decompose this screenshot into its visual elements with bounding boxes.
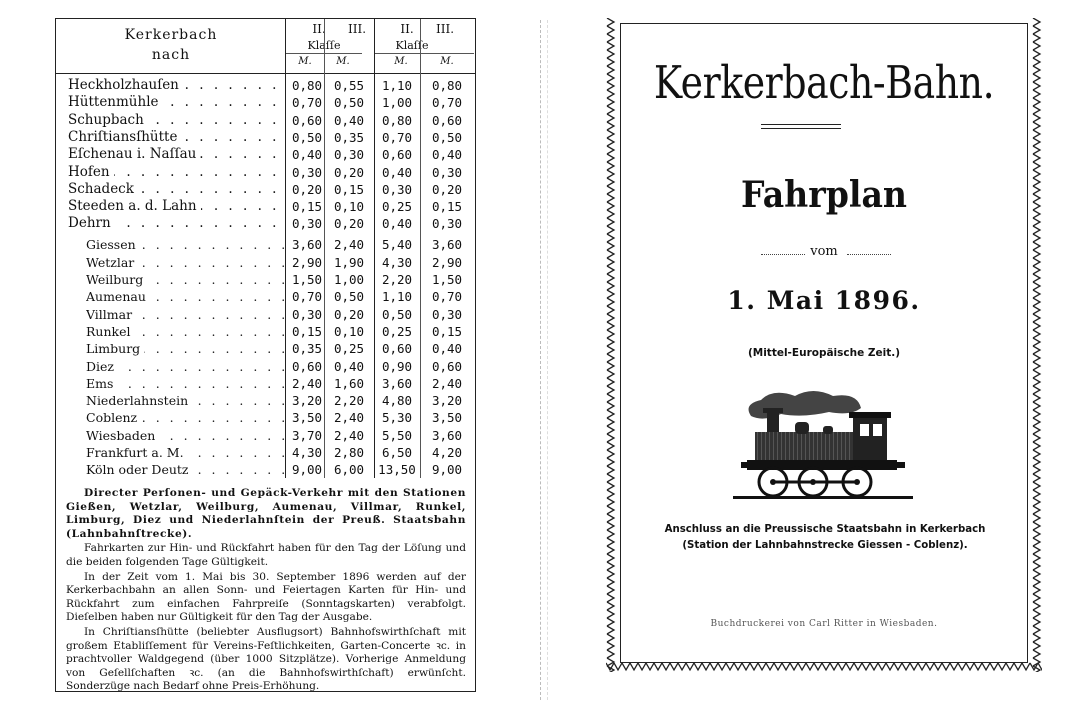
fare-cell: 0,70 (431, 289, 463, 305)
fare-cell: 0,30 (291, 306, 323, 322)
fare-cell: 9,00 (291, 462, 323, 478)
destination-name (86, 427, 294, 444)
fare-cell: 2,40 (333, 237, 365, 253)
table-row (56, 271, 475, 288)
fare-cell: 13,50 (378, 462, 416, 478)
fare-cell: 6,00 (333, 462, 365, 478)
destination-name (86, 375, 294, 392)
destination-label: Aumenau (86, 289, 150, 304)
fare-cell: 0,55 (333, 78, 365, 93)
fare-cell: 2,40 (333, 427, 365, 443)
destination-label: Schupbach (68, 112, 148, 128)
fare-table-header (56, 19, 475, 74)
fare-cell: 9,00 (431, 462, 463, 478)
table-row (56, 392, 475, 409)
destination-label: Hofen (68, 164, 114, 180)
fare-cell: 0,80 (291, 78, 323, 93)
note-direct-traffic: Directer Perſonen- und Gepäck-Verkehr mit den Stationen Gießen, Wetzlar, Weilburg, Aumenau, Villmar, Runkel, Limburg, Diez und Niederlahnſtein der Preuß. Staatsbahn (Lahnbahnſtrecke). (66, 487, 466, 540)
fare-cell: 2,80 (333, 445, 365, 460)
fare-cell: 3,20 (291, 393, 323, 409)
table-row (56, 77, 475, 94)
right-ornament-border (1032, 18, 1042, 672)
header-class-3b: III. (435, 22, 455, 36)
destination-label: Villmar (86, 307, 136, 322)
fare-cell: 2,40 (431, 375, 463, 391)
destination-label: Frankfurt a. M. (86, 445, 188, 460)
fare-cell: 0,60 (381, 341, 413, 357)
note-return-tickets: Fahrkarten zur Hin- und Rückfahrt haben für den Tag der Löſung und die beiden folgenden Tage Gültigkeit. (66, 542, 466, 568)
table-row (56, 375, 475, 392)
fare-cell: 3,60 (431, 237, 463, 253)
header-unit-rule-b (374, 53, 474, 54)
fare-cell: 3,50 (291, 410, 323, 426)
cover-title: Kerkerbach-Bahn. (653, 56, 995, 109)
table-row (56, 181, 475, 198)
fare-cell: 4,30 (381, 254, 413, 270)
fare-cell: 3,70 (291, 427, 323, 443)
destination-label: Coblenz (86, 410, 141, 425)
fare-cell: 0,30 (431, 306, 463, 322)
page-fold-line (547, 20, 548, 700)
destination-name (86, 271, 294, 288)
cover-frame (620, 23, 1028, 663)
table-row (56, 215, 475, 232)
fare-cell: 0,90 (381, 358, 413, 374)
left-ornament-border (606, 18, 616, 672)
fare-cell: 0,15 (291, 323, 323, 339)
destination-label: Weilburg (86, 272, 147, 287)
destination-name (86, 306, 294, 323)
title-rule (761, 124, 841, 125)
fare-cell: 0,70 (291, 289, 323, 305)
header-unit-2a: M. (298, 56, 312, 67)
fare-cell: 0,50 (431, 129, 463, 145)
fare-cell: 1,50 (431, 272, 463, 287)
fare-cell: 0,10 (333, 323, 365, 339)
destination-name (86, 358, 294, 375)
fare-cell: 0,20 (431, 181, 463, 197)
destination-name (86, 254, 294, 271)
page-fold-line (540, 20, 541, 700)
cover-connection-note (631, 522, 1019, 554)
fare-cell: 0,40 (333, 358, 365, 374)
fare-cell: 0,70 (431, 95, 463, 111)
fare-table-page (55, 18, 476, 692)
destination-label: Ems (86, 376, 117, 391)
cover-page (606, 18, 1042, 672)
table-row (56, 461, 475, 478)
fare-cell: 0,35 (291, 341, 323, 357)
fare-cell: 0,15 (431, 323, 463, 339)
fare-cell: 0,30 (431, 164, 463, 180)
fare-cell: 0,40 (291, 147, 323, 163)
destination-label: Runkel (86, 324, 134, 339)
fare-cell: 0,60 (291, 358, 323, 374)
table-row (56, 323, 475, 340)
destination-name (68, 146, 276, 163)
table-row (56, 254, 475, 271)
destination-name (86, 236, 294, 253)
table-row (56, 409, 475, 426)
destination-label: Köln oder Deutz (86, 462, 193, 477)
fare-cell: 0,70 (291, 95, 323, 111)
destination-name (68, 129, 276, 146)
destination-name (68, 215, 276, 232)
destination-label: Steeden a. d. Lahn (68, 198, 201, 214)
header-klasse-a: Klaſſe (307, 39, 341, 52)
bottom-ornament-border (606, 662, 1042, 672)
table-row (56, 112, 475, 129)
header-destination-subtitle: nach (151, 47, 191, 63)
table-row (56, 427, 475, 444)
cover-heading: Fahrplan (741, 174, 907, 216)
fare-cell: 0,15 (333, 181, 365, 197)
header-unit-2b: M. (394, 56, 408, 67)
fare-cell: 6,50 (381, 445, 413, 460)
fare-cell: 3,60 (381, 375, 413, 391)
fare-cell: 0,25 (333, 341, 365, 357)
fare-cell: 0,60 (291, 112, 323, 128)
table-row (56, 164, 475, 181)
fare-cell: 0,40 (381, 164, 413, 180)
fare-cell: 2,40 (333, 410, 365, 426)
cover-date: 1. Mai 1896. (727, 286, 921, 315)
fare-cell: 0,15 (431, 199, 463, 215)
destination-label: Chriſtiansſhütte (68, 129, 181, 145)
destination-name (86, 461, 294, 478)
fare-notes (66, 487, 466, 695)
fare-cell: 0,20 (333, 216, 365, 232)
fare-cell: 0,60 (381, 147, 413, 163)
fare-cell: 2,40 (291, 375, 323, 391)
cover-timezone: (Mittel-Europäische Zeit.) (747, 347, 901, 359)
destination-name (86, 340, 294, 357)
cover-vom: vom (810, 244, 838, 259)
fare-cell: 0,25 (381, 323, 413, 339)
fare-cell: 0,50 (333, 289, 365, 305)
fare-cell: 0,20 (333, 306, 365, 322)
fare-cell: 0,30 (381, 181, 413, 197)
fare-cell: 0,10 (333, 199, 365, 215)
table-row (56, 306, 475, 323)
table-row (56, 94, 475, 111)
destination-label: Diez (86, 359, 118, 374)
destination-name (68, 112, 276, 129)
table-row (56, 444, 475, 461)
fare-cell: 0,50 (381, 306, 413, 322)
fare-cell: 0,50 (291, 129, 323, 145)
fare-cell: 0,40 (333, 112, 365, 128)
fare-cell: 0,15 (291, 199, 323, 215)
destination-name (86, 392, 294, 409)
note-christianshuette: In Chriſtiansſhütte (beliebter Ausflugsort) Bahnhofswirthſchaft mit großem Etabliſſement für Vereins-Feſtlichkeiten, Garten-Concerte ꝛc. in prachtvoller Waldgegend (über 1000 Sitzplätze). Vorherige Anmeldung von Geſellſchaften ꝛc. (an die Bahnhofswirthſchaft) erwünſcht. Sonderzüge nach Bedarf ohne Preis-Erhöhung. (66, 625, 466, 693)
destination-name (68, 181, 276, 198)
destination-label: Limburg (86, 341, 144, 356)
note-sunday-tickets: In der Zeit vom 1. Mai bis 30. September 1896 werden auf der Kerkerbachbahn an allen Sonn- und Feiertagen Karten für Hin- und Rückfahrt zum einfachen Fahrpreiſe (Sonntagskarten) verabfolgt. Dieſelben haben nur Gültigkeit für den Tag der Ausgabe. (66, 570, 466, 624)
fare-cell: 2,20 (333, 393, 365, 409)
table-row (56, 340, 475, 357)
fare-cell: 3,20 (431, 393, 463, 409)
fare-cell: 0,35 (333, 129, 365, 145)
fare-cell: 1,10 (381, 289, 413, 305)
destination-name (68, 94, 276, 111)
fare-cell: 0,40 (431, 341, 463, 357)
fare-cell: 0,80 (381, 112, 413, 128)
header-destination-title: Kerkerbach (124, 27, 218, 43)
steam-locomotive-icon (733, 386, 913, 506)
fare-cell: 0,80 (431, 78, 463, 93)
destination-name (68, 164, 276, 181)
header-unit-3b: M. (440, 56, 454, 67)
destination-label: Wetzlar (86, 255, 138, 270)
table-row (56, 236, 475, 253)
destination-label: Hüttenmühle (68, 94, 163, 110)
fare-cell: 2,90 (431, 254, 463, 270)
destination-name (86, 323, 294, 340)
destination-label: Dehrn (68, 215, 115, 231)
header-class-3a: III. (347, 22, 367, 36)
fare-cell: 4,20 (431, 445, 463, 460)
table-row (56, 288, 475, 305)
connection-line-2: (Station der Lahnbahnstrecke Giessen - Coblenz). (682, 540, 968, 551)
fare-cell: 1,60 (333, 375, 365, 391)
destination-label: Wiesbaden (86, 428, 159, 443)
destination-name (86, 288, 294, 305)
fare-cell: 1,00 (381, 95, 413, 111)
fare-cell: 0,20 (333, 164, 365, 180)
fare-cell: 0,30 (291, 164, 323, 180)
fare-cell: 3,60 (291, 237, 323, 253)
destination-name (68, 198, 276, 215)
header-unit-3a: M. (336, 56, 350, 67)
fare-cell: 1,50 (291, 272, 323, 287)
fare-cell: 3,50 (431, 410, 463, 426)
connection-line-1: Anschluss an die Preussische Staatsbahn in Kerkerbach (664, 524, 986, 535)
fare-cell: 0,50 (333, 95, 365, 111)
destination-name (86, 444, 294, 461)
fare-cell: 5,40 (381, 237, 413, 253)
table-row (56, 358, 475, 375)
title-rule (761, 128, 841, 129)
header-class-2a: II. (312, 22, 326, 36)
fare-cell: 0,25 (381, 199, 413, 215)
fare-cell: 0,40 (381, 216, 413, 232)
fare-cell: 1,00 (333, 272, 365, 287)
fare-cell: 1,90 (333, 254, 365, 270)
fare-cell: 4,80 (381, 393, 413, 409)
fare-cell: 0,30 (333, 147, 365, 163)
fare-cell: 4,30 (291, 445, 323, 460)
destination-label: Eſchenau i. Naſſau (68, 146, 200, 162)
fare-cell: 0,60 (431, 112, 463, 128)
table-row (56, 146, 475, 163)
fare-cell: 2,20 (381, 272, 413, 287)
printer-imprint: Buchdruckerei von Carl Ritter in Wiesbaden. (710, 619, 938, 629)
header-class-2b: II. (400, 22, 414, 36)
fare-cell: 0,60 (431, 358, 463, 374)
table-row (56, 198, 475, 215)
fare-cell: 5,30 (381, 410, 413, 426)
destination-name (68, 77, 276, 94)
destination-name (86, 409, 294, 426)
destination-label: Heckholzhauſen (68, 77, 183, 93)
destination-label: Niederlahnstein (86, 393, 192, 408)
fare-cell: 0,70 (381, 129, 413, 145)
destination-label: Giessen (86, 237, 140, 252)
fare-cell: 0,40 (431, 147, 463, 163)
header-klasse-b: Klaſſe (395, 39, 429, 52)
destination-label: Schadeck (68, 181, 138, 197)
table-row (56, 129, 475, 146)
vom-rule-right (847, 254, 891, 255)
fare-cell: 2,90 (291, 254, 323, 270)
fare-cell: 1,10 (381, 78, 413, 93)
fare-cell: 0,30 (431, 216, 463, 232)
fare-cell: 5,50 (381, 427, 413, 443)
fare-cell: 3,60 (431, 427, 463, 443)
fare-cell: 0,20 (291, 181, 323, 197)
fare-cell: 0,30 (291, 216, 323, 232)
